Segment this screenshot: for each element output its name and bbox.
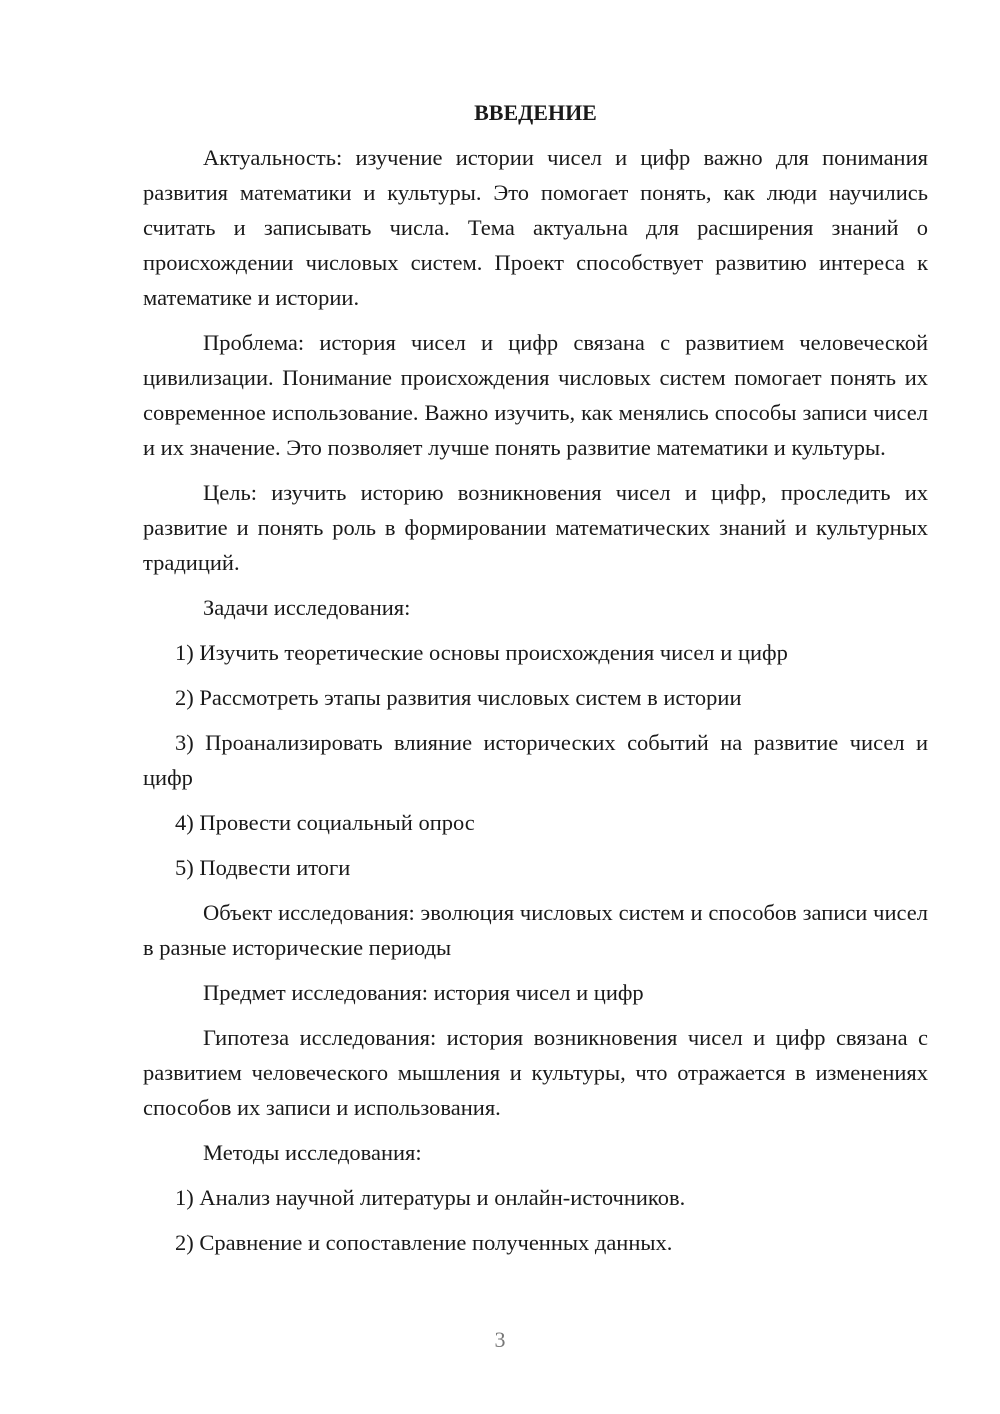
task-item: 4) Провести социальный опрос — [175, 810, 475, 835]
document-body — [143, 95, 928, 1270]
task-item: 5) Подвести итоги — [175, 855, 351, 880]
method-item: 1) Анализ научной литературы и онлайн-источников. — [175, 1185, 686, 1210]
subject-paragraph: Предмет исследования: история чисел и цифр — [203, 980, 644, 1005]
task-item: 3) Проанализировать влияние исторических событий на развитие чисел и цифр — [143, 730, 928, 790]
page-title: ВВЕДЕНИЕ — [474, 100, 597, 125]
problem-paragraph: Проблема: история чисел и цифр связана с развитием человеческой цивилизации. Понимание происхождения числовых систем помогает понять их современное использование. Важно изучить, как менялись способы записи чисел и их значение. Это позволяет лучше понять развитие математики и культуры. — [143, 330, 928, 460]
task-item: 2) Рассмотреть этапы развития числовых систем в истории — [175, 685, 742, 710]
page-number: 3 — [494, 1327, 506, 1352]
relevance-paragraph: Актуальность: изучение истории чисел и цифр важно для понимания развития математики и культуры. Это помогает понять, как люди научились считать и записывать числа. Тема актуальна для расширения знаний о происхождении числовых систем. Проект способствует развитию интереса к математике и истории. — [143, 145, 928, 310]
method-item: 2) Сравнение и сопоставление полученных данных. — [175, 1230, 673, 1255]
tasks-heading: Задачи исследования: — [203, 595, 411, 620]
hypothesis-paragraph: Гипотеза исследования: история возникновения чисел и цифр связана с развитием человеческого мышления и культуры, что отражается в изменениях способов их записи и использования. — [143, 1025, 928, 1120]
task-item: 1) Изучить теоретические основы происхождения чисел и цифр — [175, 640, 788, 665]
methods-heading: Методы исследования: — [203, 1140, 422, 1165]
goal-paragraph: Цель: изучить историю возникновения чисел и цифр, проследить их развитие и понять роль в формировании математических знаний и культурных традиций. — [143, 480, 928, 575]
object-paragraph: Объект исследования: эволюция числовых систем и способов записи чисел в разные исторические периоды — [143, 900, 928, 960]
